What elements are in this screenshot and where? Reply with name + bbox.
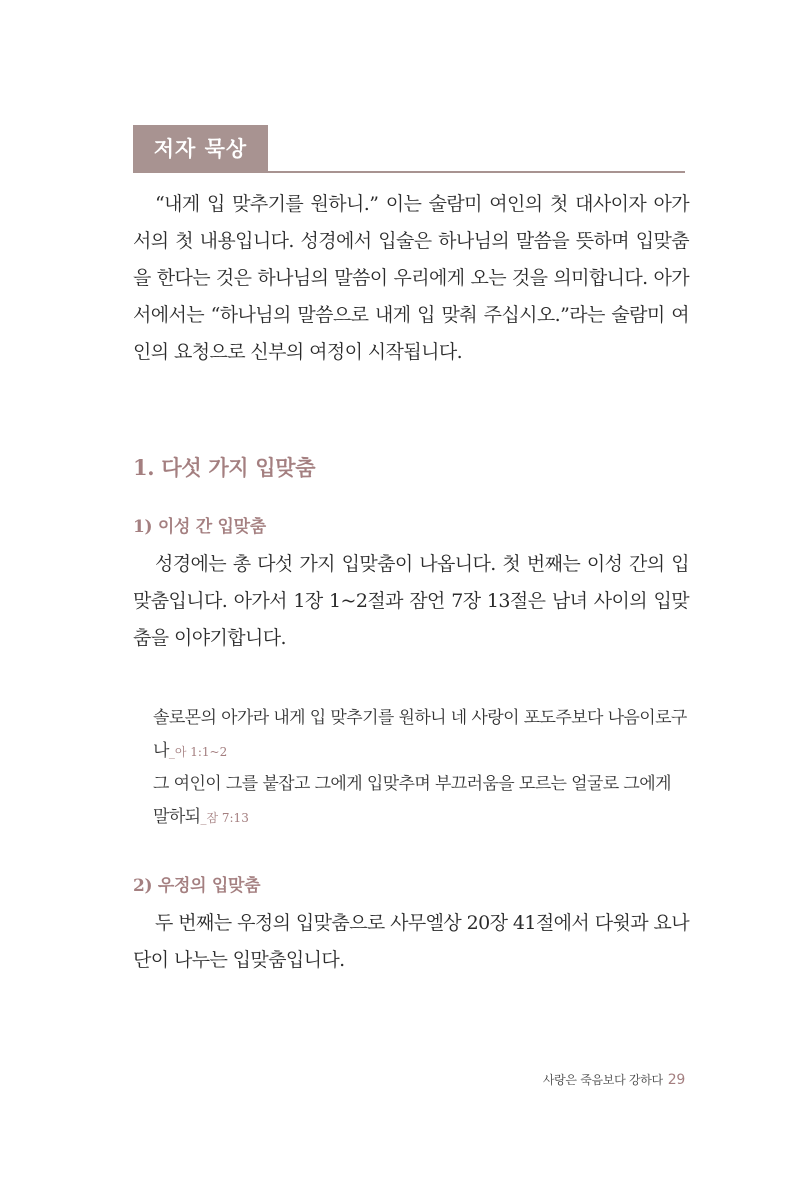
quote-text: 그 여인이 그를 붙잡고 그에게 입맞추며 부끄러움을 모르는 얼굴로 그에게 말하되 — [153, 774, 671, 827]
scripture-quote-1 — [153, 702, 689, 769]
subsection-body-2: 두 번째는 우정의 입맞춤으로 사무엘상 20장 41절에서 다윗과 요나단이 나누는 입맞춤입니다. — [133, 912, 689, 971]
section-header — [133, 125, 685, 173]
quote-reference: _아 1:1~2 — [168, 745, 228, 759]
header-rule — [268, 171, 685, 173]
subsection-body-1: 성경에는 총 다섯 가지 입맞춤이 나옵니다. 첫 번째는 이성 간의 입맞춤입니다. 아가서 1장 1~2절과 잠언 7장 13절은 남녀 사이의 입맞춤을 이야기합니다. — [133, 553, 689, 649]
subsection-title-2: 2) 우정의 입맞춤 — [133, 876, 261, 896]
quote-text: 솔로몬의 아가라 내게 입 맞추기를 원하니 네 사랑이 포도주보다 나음이로구나 — [153, 708, 687, 761]
quote-reference: _잠 7:13 — [200, 811, 249, 825]
header-label: 저자 묵상 — [133, 125, 268, 173]
subsection-title-1: 1) 이성 간 입맞춤 — [133, 517, 266, 537]
intro-paragraph: “내게 입 맞추기를 원하니.” 이는 술람미 여인의 첫 대사이자 아가서의 첫 내용입니다. 성경에서 입술은 하나님의 말씀을 뜻하며 입맞춤을 한다는 것은 하나님의 말씀이 우리에게 오는 것을 의미합니다. 아가서에서는 “하나님의 말씀으로 내게 입 맞춰 주십시오.”라는 술람미 여인의 요청으로 신부의 여정이 시작됩니다. — [133, 193, 689, 363]
page-number: 29 — [667, 1072, 685, 1088]
page-footer — [543, 1070, 685, 1090]
running-title: 사랑은 죽음보다 강하다 — [542, 1073, 663, 1087]
scripture-quote-2 — [153, 768, 689, 835]
section-title: 1. 다섯 가지 입맞춤 — [133, 455, 316, 480]
